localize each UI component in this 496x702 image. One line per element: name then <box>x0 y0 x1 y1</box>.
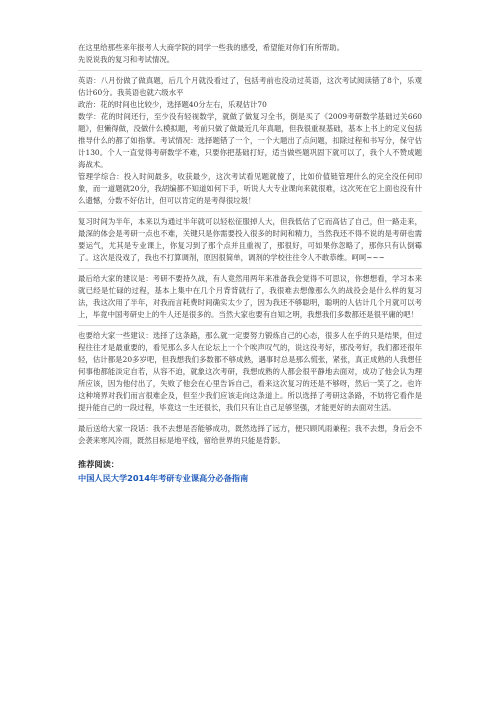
intro-line-1: 在这里给那些来年报考人大商学院的同学一些我的感受，希望能对你们有所帮助。 <box>78 43 345 52</box>
review-management: 管理学综合：投入时间最多，收获最少，这次考试看见题就傻了，比如价值链管理什么的完全没任何印象，而一道题就20分，我胡编都不知道如何下手，听说人大专业课向来就很难，这次死在它上面也没有什么遗憾，分数不好估计，但可以肯定的是考得很垃圾！ <box>78 172 422 205</box>
divider <box>78 418 422 419</box>
divider <box>78 70 422 71</box>
article-body <box>78 42 422 485</box>
review-politics: 政治：花的时间也比较少，选择题40分左右，乐观估计70 <box>78 100 267 109</box>
advice-paragraph: 最后给大家的建议是：考研不要持久战，有人竟然用两年来准备我会觉得不可思议，你想想看，学习本来就已经是忙碌的过程，基本上集中在几个月背背就行了，我很难去想像那么久的战役会是什么样的复习法，我这次用了半年，对我而言耗费时间确实太少了，因为我还不够聪明，聪明的人估计几个月就可以考上，毕竟中国考研史上的牛人还是很多的。当然大家也要有自知之明，我想我们多数都还是很平庸的吧！ <box>78 274 422 319</box>
thoughts-paragraph: 也要给大家一些建议：选择了这条路，那么就一定要努力锻炼自己的心态，很多人在乎的只是结果，但过程往往才是最重要的，看见那么多人在论坛上一个个唉声叹气的，说这没考好，那没考好，我们都还很年轻，估计都是20多岁吧，但我想我们多数都不够成熟，遇事时总是那么慌张，紧张，真正成熟的人我想任何事他都能淡定自若，从容不迫，就象这次考研，我想成熟的人都会很平静地去面对，成功了他会认为理所应该，因为他付出了，失败了他会在心里告诉自己，看来这次复习的还是不够呀，然后一笑了之。也许这种境界对我们而言很难企及，但至少我们应该走向这条道上。所以选择了考研这条路，不妨将它看作是提升能自己的一段过程，毕竟这一生还很长，我们只有让自己足够坚强，才能更好的去面对生活。 <box>78 331 422 412</box>
divider <box>78 211 422 212</box>
recommend-link[interactable]: 中国人民大学2014年考研专业课高分必备指南 <box>78 473 249 483</box>
review-math: 数学：花的时间还行，至少没有轻视数学，就做了做复习全书，倒是买了《2009考研数学基础过关660题》，但懒得做，没做什么模拟题，考前只做了做最近几年真题，但我很重视基础，基本上书上的定义包括推导什么的都了如指掌。考试情况：选择题错了一个，一个大题出了点问题，扣除过程和书写分，保守估计130。个人一直觉得考研数学不难，只要你把基础打好，适当做些题巩固下就可以了，我个人不赞成题海战术。 <box>78 112 422 169</box>
divider <box>78 325 422 326</box>
review-english: 英语：八月份做了做真题，后几个月就没看过了，包括考前也没动过英语，这次考试阅读错了8个，乐观估计60分。我英语也就六级水平 <box>78 76 422 97</box>
recommend-title: 推荐阅读： <box>78 459 119 469</box>
reflection-paragraph: 复习时间为半年，本来以为通过半年就可以轻松征服掉人大，但我低估了它而高估了自己，但一路走来，最深的体会是考研一点也不难，关键只是你需要投入很多的时间和精力，当然我还不得不说的是考研也需要运气，尤其是专业课上，你复习到了那个点并且重视了，那很好，可如果你忽略了，那你只有认倒霉了。这次是没戏了，我也不打算调剂，原因很简单，调剂的学校往往令人不敢恭维。呵呵~~~ <box>78 217 422 262</box>
closing-paragraph: 最后送给大家一段话：我不去想是否能够成功，既然选择了远方，便只顾风雨兼程；我不去想，身后会不会袭来寒风冷雨，既然目标是地平线，留给世界的只能是背影。 <box>78 424 422 445</box>
intro-line-2: 先说说我的复习和考试情况。 <box>78 55 175 64</box>
divider <box>78 268 422 269</box>
